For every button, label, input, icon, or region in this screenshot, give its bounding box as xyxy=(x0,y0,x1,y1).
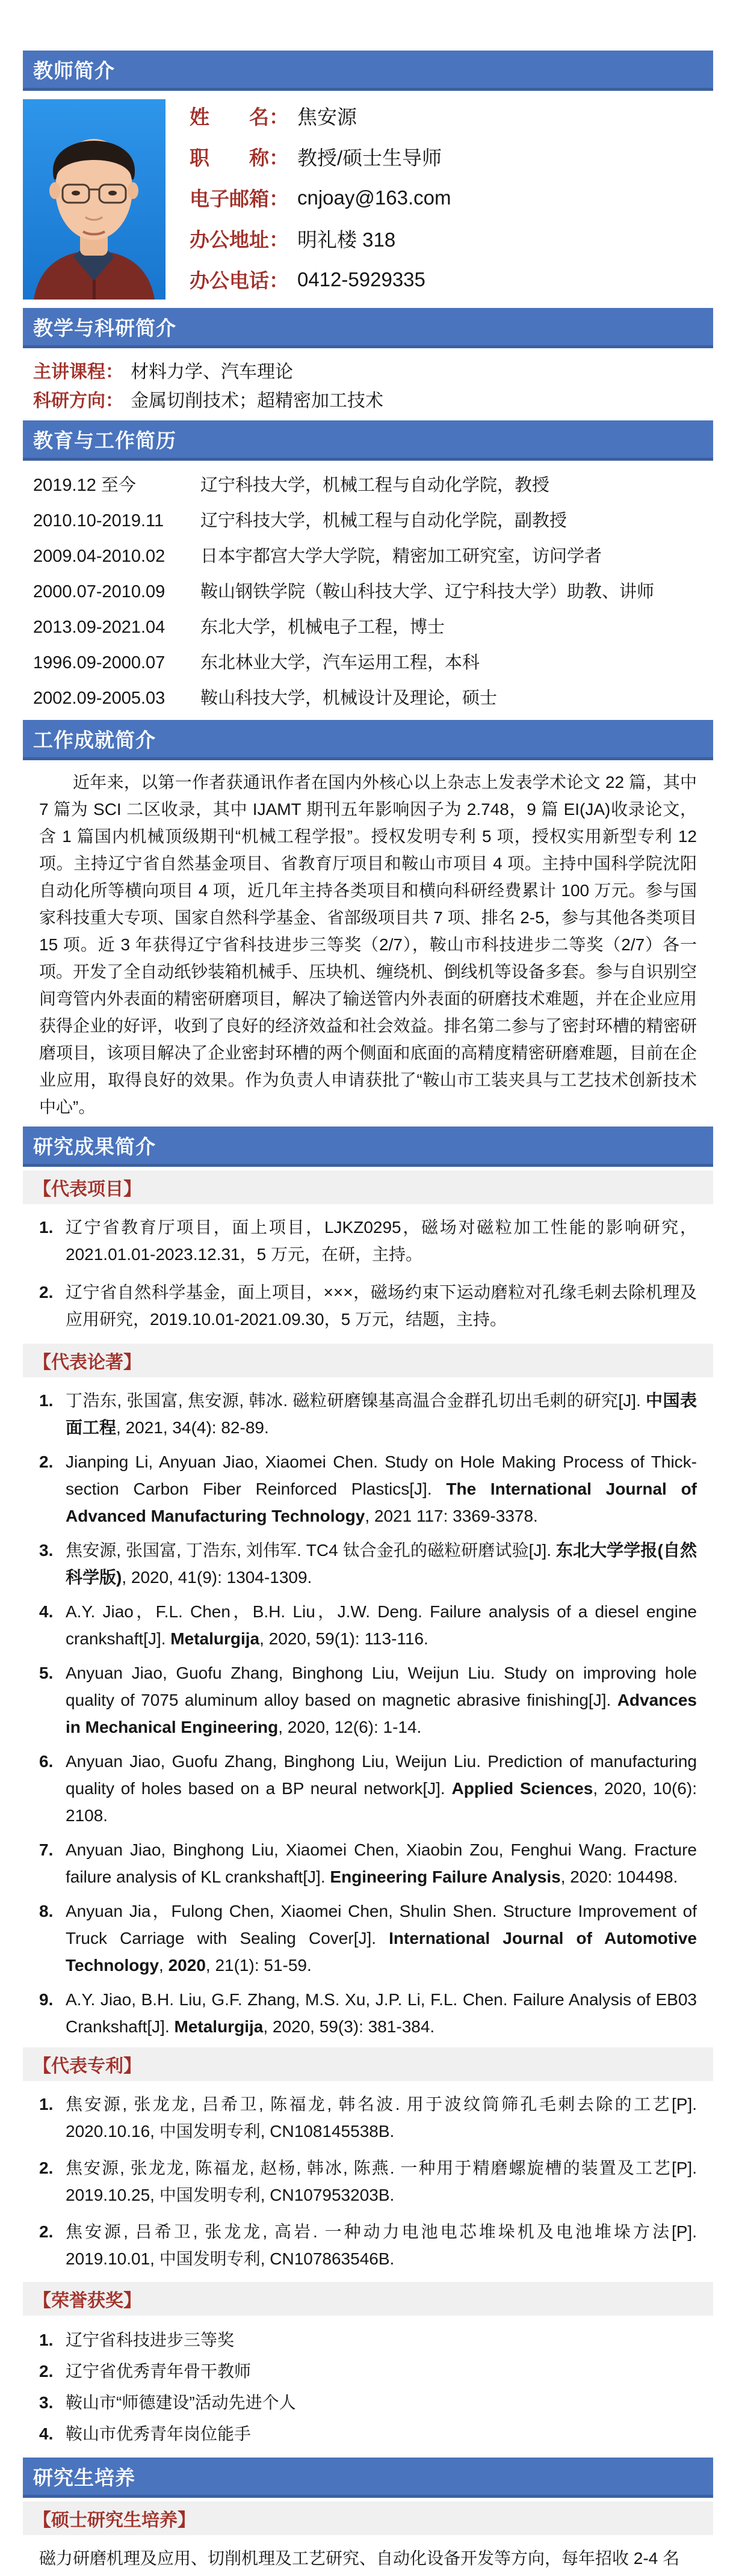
subheading-representative-patents: 【代表专利】 xyxy=(23,2047,713,2081)
list-item xyxy=(39,2325,697,2355)
education-detail: 日本宇都宫大学大学院，精密加工研究室，访问学者 xyxy=(200,547,602,566)
publication-text-segment: Anyuan Jiao, Guofu Zhang, Binghong Liu, Weijun Liu. Prediction of manufacturing quality of holes based on a BP neural network[J]. xyxy=(66,1752,697,1798)
profile-field-label: 电子邮箱： xyxy=(190,188,289,210)
section-title: 教学与科研简介 xyxy=(33,316,176,339)
profile-fields xyxy=(190,99,713,300)
profile-field-value: 明礼楼 318 xyxy=(297,229,396,251)
publication-journal-name: 中国表面工程 xyxy=(66,1391,697,1437)
publication-item xyxy=(39,1898,697,1979)
profile-field-value: 焦安源 xyxy=(297,106,357,128)
list-item xyxy=(39,1214,697,1268)
education-row xyxy=(33,574,703,610)
education-row xyxy=(33,610,703,645)
list-item-number: 3. xyxy=(39,2393,54,2412)
teacher-photo xyxy=(23,99,165,300)
publication-item-number: 3. xyxy=(39,1541,54,1560)
publication-item xyxy=(39,1448,697,1529)
graduate-training-text: 磁力研磨机理及应用、切削机理及工艺研究、自动化设备开发等方向，每年招收 2-4 名 xyxy=(39,2549,680,2568)
education-detail: 东北大学，机械电子工程，博士 xyxy=(200,618,445,637)
section-title: 工作成就简介 xyxy=(33,728,156,751)
education-detail: 东北林业大学，汽车运用工程，本科 xyxy=(200,653,480,672)
publication-item xyxy=(39,1836,697,1890)
publication-item-text xyxy=(66,1537,697,1591)
publication-text-segment: A.Y. Jiao, B.H. Liu, G.F. Zhang, M.S. Xu, J.P. Li, F.L. Chen. Failure Analysis of EB03 Crankshaft[J]. xyxy=(66,1990,697,2036)
publication-item-text xyxy=(66,1659,697,1741)
list-item-text: 焦安源, 吕希卫, 张龙龙, 高岩. 一种动力电池电芯堆垛机及电池堆垛方法[P]. 2019.10.01, 中国发明专利, CN107863546B. xyxy=(66,2222,697,2268)
publication-item-number: 4. xyxy=(39,1602,54,1621)
list-item-number: 2. xyxy=(39,2362,54,2381)
publication-text-segment: , 2020, 10(6): 2108. xyxy=(66,1779,697,1825)
profile-field-value: 0412-5929335 xyxy=(297,268,425,290)
publication-item xyxy=(39,1387,697,1441)
publication-text-segment: Jianping Li, Anyuan Jiao, Xiaomei Chen. Study on Hole Making Process of Thick-section Carbon Fiber Reinforced Plastics[J]. xyxy=(66,1452,697,1498)
profile-field-label: 办公地址： xyxy=(190,229,289,251)
profile-field-row xyxy=(190,143,713,171)
subheading-representative-publications: 【代表论著】 xyxy=(23,1344,713,1377)
profile-field-label: 职 称： xyxy=(190,147,289,169)
teacher-info-block xyxy=(23,99,713,300)
profile-field-label: 办公电话： xyxy=(190,269,289,292)
list-item-text: 辽宁省科技进步三等奖 xyxy=(66,2331,235,2349)
publication-item-number: 9. xyxy=(39,1990,54,2009)
list-item-text: 辽宁省教育厅项目，面上项目，LJKZ0295，磁场对磁粒加工性能的影响研究，2021.01.01-2023.12.31，5 万元，在研，主持。 xyxy=(66,1218,697,1264)
teacher-portrait-image xyxy=(23,99,165,300)
education-period: 2009.04-2010.02 xyxy=(33,547,165,566)
publication-journal-name: Applied Sciences xyxy=(451,1779,593,1798)
publication-text-segment: , 2021 117: 3369-3378. xyxy=(365,1507,538,1525)
education-period: 2010.10-2019.11 xyxy=(33,511,164,530)
list-item-number: 2. xyxy=(39,2159,54,2177)
section-title: 教育与工作简历 xyxy=(33,429,176,452)
education-detail: 鞍山钢铁学院（鞍山科技大学、辽宁科技大学）助教、讲师 xyxy=(200,582,655,601)
list-item xyxy=(39,1279,697,1333)
list-item xyxy=(39,2154,697,2209)
education-row xyxy=(33,468,703,503)
list-item xyxy=(39,2419,697,2449)
publication-item-number: 6. xyxy=(39,1752,54,1771)
project-list xyxy=(39,1214,697,1333)
publication-journal-name: Advances in Mechanical Engineering xyxy=(66,1691,697,1736)
list-item xyxy=(39,2356,697,2387)
subheading-representative-projects: 【代表项目】 xyxy=(23,1170,713,1204)
publication-journal-name: The International Journal of Advanced Manufacturing Technology xyxy=(66,1480,697,1525)
education-detail: 辽宁科技大学，机械工程与自动化学院，教授 xyxy=(200,476,550,495)
teaching-row xyxy=(33,387,703,416)
section-header-research-results xyxy=(23,1127,713,1167)
publication-item-number: 8. xyxy=(39,1902,54,1920)
education-row xyxy=(33,539,703,574)
profile-field-row xyxy=(190,265,713,294)
education-period: 2019.12 至今 xyxy=(33,476,136,495)
teaching-row xyxy=(33,358,703,387)
publication-journal-name: 东北大学学报(自然科学版) xyxy=(66,1541,697,1587)
publication-text-segment: 丁浩东, 张国富, 焦安源, 韩冰. 磁粒研磨镍基高温合金群孔切出毛刺的研究[J]. xyxy=(66,1391,646,1410)
publication-text-segment: Anyuan Jiao, Binghong Liu, Xiaomei Chen, Xiaobin Zou, Fenghui Wang. Fracture failure analysis of KL crankshaft[J]. xyxy=(66,1840,697,1886)
profile-field-row xyxy=(190,224,713,253)
publication-item-text xyxy=(66,1387,697,1441)
profile-field-value: 教授/硕士生导师 xyxy=(297,147,442,169)
subheading-honors-awards: 【荣誉获奖】 xyxy=(23,2282,713,2316)
top-margin xyxy=(0,0,736,51)
publication-journal-name: Metalurgija xyxy=(174,2017,264,2036)
publication-item-text xyxy=(66,1448,697,1529)
education-period: 2000.07-2010.09 xyxy=(33,582,165,601)
publication-item-number: 7. xyxy=(39,1840,54,1859)
publication-item-text xyxy=(66,1898,697,1979)
teaching-row-value: 金属切削技术；超精密加工技术 xyxy=(131,391,383,411)
publication-item xyxy=(39,1598,697,1652)
patent-list xyxy=(39,2091,697,2272)
section-title: 研究成果简介 xyxy=(33,1135,156,1158)
publication-list xyxy=(39,1387,697,2040)
list-item-text: 焦安源, 张龙龙, 吕希卫, 陈福龙, 韩名波. 用于波纹筒筛孔毛刺去除的工艺[P]. 2020.10.16, 中国发明专利, CN108145538B. xyxy=(66,2095,697,2141)
publication-text-segment: A.Y. Jiao，F.L. Chen，B.H. Liu，J.W. Deng. Failure analysis of a diesel engine crankshaft[J]. xyxy=(66,1602,697,1648)
publication-item-number: 5. xyxy=(39,1664,54,1682)
publication-text-segment: , 2020: 104498. xyxy=(560,1867,678,1886)
teaching-row-value: 材料力学、汽车理论 xyxy=(131,362,293,382)
publication-item xyxy=(39,1659,697,1741)
publication-text-segment: , 2020, 59(3): 381-384. xyxy=(263,2017,435,2036)
publication-item xyxy=(39,1748,697,1829)
education-rows xyxy=(23,461,713,720)
publication-text-segment: , xyxy=(159,1956,169,1975)
teaching-rows xyxy=(23,348,713,420)
publication-item xyxy=(39,1537,697,1591)
section-header-teaching-research xyxy=(23,308,713,348)
publication-text-segment: , 2020, 12(6): 1-14. xyxy=(278,1718,422,1736)
list-item-text: 鞍山市“师德建设”活动先进个人 xyxy=(66,2393,296,2412)
education-row xyxy=(33,503,703,539)
education-period: 2002.09-2005.03 xyxy=(33,689,165,708)
teaching-row-label: 主讲课程： xyxy=(33,362,123,382)
honor-list xyxy=(39,2325,697,2449)
education-detail: 鞍山科技大学，机械设计及理论，硕士 xyxy=(200,689,498,708)
publication-item-text xyxy=(66,1986,697,2040)
publication-text-segment: , 2020, 59(1): 113-116. xyxy=(259,1629,428,1648)
education-period: 1996.09-2000.07 xyxy=(33,653,165,672)
publication-journal-name: International Journal of Automotive Technology xyxy=(66,1929,697,1975)
profile-field-row xyxy=(190,102,713,130)
profile-field-value: cnjoay@163.com xyxy=(297,186,451,209)
section-header-education-history xyxy=(23,420,713,461)
list-item xyxy=(39,2091,697,2145)
publication-item xyxy=(39,1986,697,2040)
education-detail: 辽宁科技大学，机械工程与自动化学院，副教授 xyxy=(200,511,567,530)
section-title: 研究生培养 xyxy=(33,2466,135,2489)
publication-journal-name: Metalurgija xyxy=(170,1629,260,1648)
publication-text-segment: , 2020, 41(9): 1304-1309. xyxy=(122,1568,312,1587)
publication-item-number: 2. xyxy=(39,1452,54,1471)
education-period: 2013.09-2021.04 xyxy=(33,618,165,637)
publication-journal-name: 2020 xyxy=(168,1956,206,1975)
achievement-paragraph: 近年来，以第一作者获通讯作者在国内外核心以上杂志上发表学术论文 22 篇，其中 7 篇为 SCI 二区收录，其中 IJAMT 期刊五年影响因子为 2.748，9 篇 EI(JA)收录论文，含 1 篇国内机械顶级期刊“机械工程学报”。授权发明专利 5 项，授权实用新型专利 12 项。主持辽宁省自然基金项目、省教育厅项目和鞍山市项目 4 项。主持中国科学院沈阳自动化所等横向项目 4 项，近几年主持各类项目和横向科研经费累计 100 万元。参与国家科技重大专项、国家自然科学基金、省部级项目共 7 项、排名 2-5，参与其他各类项目 15 项。近 3 年获得辽宁省科技进步三等奖（2/7），鞍山市科技进步二等奖（2/7）各一项。开发了全自动纸钞装箱机械手、压块机、缠绕机、倒线机等设备多套。参与自识别空间弯管内外表面的精密研磨项目，解决了输送管内外表面的研磨技术难题，并在企业应用获得企业的好评，收到了良好的经济效益和社会效益。排名第二参与了密封环槽的精密研磨项目，该项目解决了企业密封环槽的两个侧面和底面的高精度精密研磨难题，目前在企业应用，取得良好的效果。作为负责人申请获批了“鞍山市工装夹具与工艺技术创新技术中心”。 xyxy=(39,773,697,1116)
publication-item-text xyxy=(66,1836,697,1890)
list-item-text: 辽宁省优秀青年骨干教师 xyxy=(66,2362,252,2381)
teaching-row-label: 科研方向： xyxy=(33,391,123,411)
publication-text-segment: 焦安源, 张国富, 丁浩东, 刘伟军. TC4 钛合金孔的磁粒研磨试验[J]. xyxy=(66,1541,556,1560)
publication-text-segment: , 2021, 34(4): 82-89. xyxy=(116,1418,269,1437)
section-header-teacher-intro xyxy=(23,51,713,91)
publication-item-number: 1. xyxy=(39,1391,54,1410)
publication-text-segment: Anyuan Jiao, Guofu Zhang, Binghong Liu, Weijun Liu. Study on improving hole quality of 7075 aluminum alloy based on magnetic abrasive finishing[J]. xyxy=(66,1664,697,1709)
section-header-graduate-training xyxy=(23,2458,713,2498)
subheading-master-training: 【硕士研究生培养】 xyxy=(23,2501,713,2535)
publication-text-segment: , 21(1): 51-59. xyxy=(205,1956,312,1975)
list-item-text: 辽宁省自然科学基金，面上项目，×××，磁场约束下运动磨粒对孔缘毛刺去除机理及应用研究，2019.10.01-2021.09.30，5 万元，结题，主持。 xyxy=(66,1283,697,1329)
publication-item-text xyxy=(66,1598,697,1652)
education-row xyxy=(33,645,703,681)
list-item-number: 2. xyxy=(39,1283,54,1302)
list-item-number: 1. xyxy=(39,1218,54,1237)
section-header-work-achievements xyxy=(23,720,713,760)
list-item-number: 1. xyxy=(39,2331,54,2349)
publication-text-segment: Anyuan Jia，Fulong Chen, Xiaomei Chen, Shulin Shen. Structure Improvement of Truck Carriage with Sealing Cover[J]. xyxy=(66,1902,697,1947)
list-item-number: 1. xyxy=(39,2095,54,2113)
profile-field-label: 姓 名： xyxy=(190,106,289,128)
list-item xyxy=(39,2388,697,2418)
profile-field-row xyxy=(190,183,713,212)
publication-item-text xyxy=(66,1748,697,1829)
list-item-text: 鞍山市优秀青年岗位能手 xyxy=(66,2424,252,2443)
section-title: 教师简介 xyxy=(33,59,115,82)
education-row xyxy=(33,681,703,716)
list-item-text: 焦安源, 张龙龙, 陈福龙, 赵杨, 韩冰, 陈燕. 一种用于精磨螺旋槽的装置及工艺[P]. 2019.10.25, 中国发明专利, CN107953203B. xyxy=(66,2159,697,2204)
list-item-number: 4. xyxy=(39,2424,54,2443)
page-content xyxy=(23,51,713,2572)
list-item-number: 2. xyxy=(39,2222,54,2241)
list-item xyxy=(39,2218,697,2272)
publication-journal-name: Engineering Failure Analysis xyxy=(330,1867,561,1886)
